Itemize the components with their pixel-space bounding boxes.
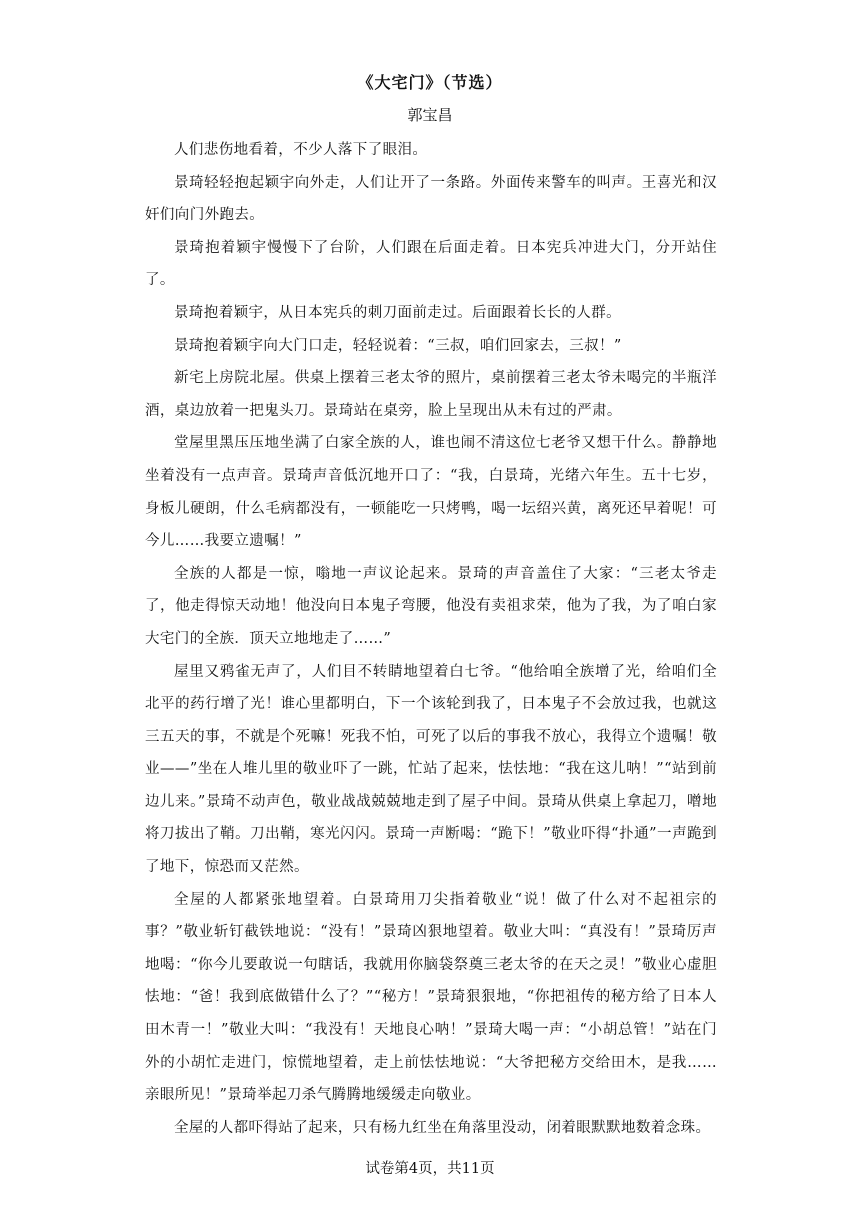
paragraph-1: 人们悲伤地看着，不少人落下了眼泪。 bbox=[174, 142, 428, 158]
paragraph-6: 新宅上房院北屋。供桌上摆着三老太爷的照片，桌前摆着三老太爷未喝完的半瓶洋酒，桌边放着一把鬼头刀。景琦站在桌旁，脸上呈现出从未有过的严肃。 bbox=[145, 370, 717, 419]
paragraph-2: 景琦轻轻抱起颖宇向外走，人们让开了一条路。外面传来警车的叫声。王喜光和汉奸们向门外跑去。 bbox=[145, 174, 717, 224]
paragraph-10: 全屋的人都紧张地望着。白景琦用刀尖指着敬业“说！做了什么对不起祖宗的事？”敬业斩钉截铁地说：“没有！”景琦凶狠地望着。敬业大叫：“真没有！”景琦厉声地喝：“你今儿要敢说一句瞎话，我就用你脑袋祭奠三老太爷的在天之灵！”敬业心虚胆怯地：“爸！我到底做错什么了？”“秘方！”景琦狠狠地，“你把祖传的秘方给了日本人田木青一！”敬业大叫：“我没有！天地良心呐！”景琦大喝一声：“小胡总管！”站在门外的小胡忙走进门，惊慌地望着，走上前怯怯地说：“大爷把秘方交给田木，是我……亲眼所见！”景琦举起刀杀气腾腾地缓缓走向敬业。 bbox=[145, 891, 717, 1104]
author-name: 郭宝昌 bbox=[407, 106, 453, 124]
paragraph-7: 堂屋里黑压压地坐满了白家全族的人，谁也闹不清这位七老爷又想干什么。静静地坐着没有一点声音。景琦声音低沉地开口了：“我，白景琦，光绪六年生。五十七岁，身板儿硬朗，什么毛病都没有，一顿能吃一只烤鸭，喝一坛绍兴黄，离死还早着呢！可今儿……我要立遗嘱！” bbox=[145, 435, 717, 550]
page-footer: 试卷第4页，共11页 bbox=[365, 1161, 495, 1177]
passage-body bbox=[145, 134, 717, 1144]
paragraph-8: 全族的人都是一惊，嗡地一声议论起来。景琦的声音盖住了大家：“三老太爷走了，他走得惊天动地！他没向日本鬼子弯腰，他没有卖祖求荣，他为了我，为了咱白家大宅门的全族．顶天立地地走了……” bbox=[145, 565, 717, 647]
paragraph-4: 景琦抱着颖宇，从日本宪兵的刺刀面前走过。后面跟着长长的人群。 bbox=[174, 304, 621, 321]
document-title: 《大宅门》（节选） bbox=[357, 73, 503, 92]
paragraph-9: 屋里又鸦雀无声了，人们目不转睛地望着白七爷。“他给咱全族增了光，给咱们全北平的药行增了光！谁心里都明白，下一个该轮到我了，日本鬼子不会放过我，也就这三五天的事，不就是个死嘛！死我不怕，可死了以后的事我不放心，我得立个遗嘱！敬业——”坐在人堆儿里的敬业吓了一跳，忙站了起来，怯怯地：“我在这儿呐！”“站到前边儿来。”景琦不动声色，敬业战战兢兢地走到了屋子中间。景琦从供桌上拿起刀，噌地将刀拔出了鞘。刀出鞘，寒光闪闪。景琦一声断喝：“跪下！”敬业吓得“扑通”一声跪到了地下，惊恐而又茫然。 bbox=[145, 663, 717, 876]
paragraph-11: 全屋的人都吓得站了起来，只有杨九红坐在角落里没动，闭着眼默默地数着念珠。 bbox=[174, 1119, 711, 1136]
paragraph-3: 景琦抱着颖宇慢慢下了台阶，人们跟在后面走着。日本宪兵冲进大门，分开站住了。 bbox=[145, 239, 717, 289]
paragraph-5: 景琦抱着颖宇向大门口走，轻轻说着：“三叔，咱们回家去，三叔！” bbox=[174, 337, 622, 354]
